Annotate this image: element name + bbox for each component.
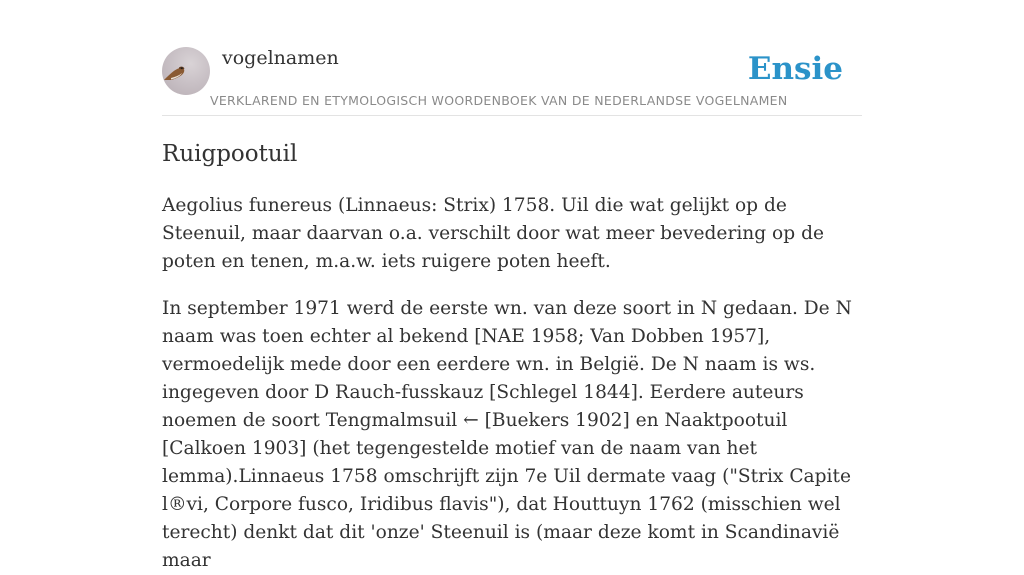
- site-subtitle: VERKLAREND EN ETYMOLOGISCH WOORDENBOEK VAN DE NEDERLANDSE VOGELNAMEN: [210, 93, 788, 108]
- article-paragraph: Aegolius funereus (Linnaeus: Strix) 1758. Uil die wat gelijkt op de Steenuil, maar daarvan o.a. verschilt door wat meer bevedering op de poten en tenen, m.a.w. iets ruigere poten heeft.: [162, 195, 824, 272]
- bird-avatar-icon[interactable]: [162, 47, 210, 95]
- site-name[interactable]: vogelnamen: [222, 47, 339, 69]
- article-paragraph: In september 1971 werd de eerste wn. van deze soort in N gedaan. De N naam was toen echter al bekend [NAE 1958; Van Dobben 1957], vermoedelijk mede door een eerdere wn. in België. De N naam is ws. ingegeven door D Rauch-fusskauz [Schlegel 1844]. Eerdere auteurs noemen de soort Tengmalmsuil ← [Buekers 1902] en Naaktpootuil [Calkoen 1903] (het tegengestelde motief van de naam van het lemma).Linnaeus 1758 omschrijft zijn 7e Uil dermate vaag ("Strix Capite l®vi, Corpore fusco, Iridibus flavis"), dat Houttuyn 1762 (misschien wel terecht) denkt dat dit 'onze' Steenuil is (maar deze komt in Scandinavië maar: [162, 298, 852, 571]
- ensie-logo[interactable]: Ensie: [747, 51, 843, 87]
- article-title: Ruigpootuil: [162, 141, 298, 167]
- site-header: [162, 0, 862, 116]
- article: [162, 138, 862, 575]
